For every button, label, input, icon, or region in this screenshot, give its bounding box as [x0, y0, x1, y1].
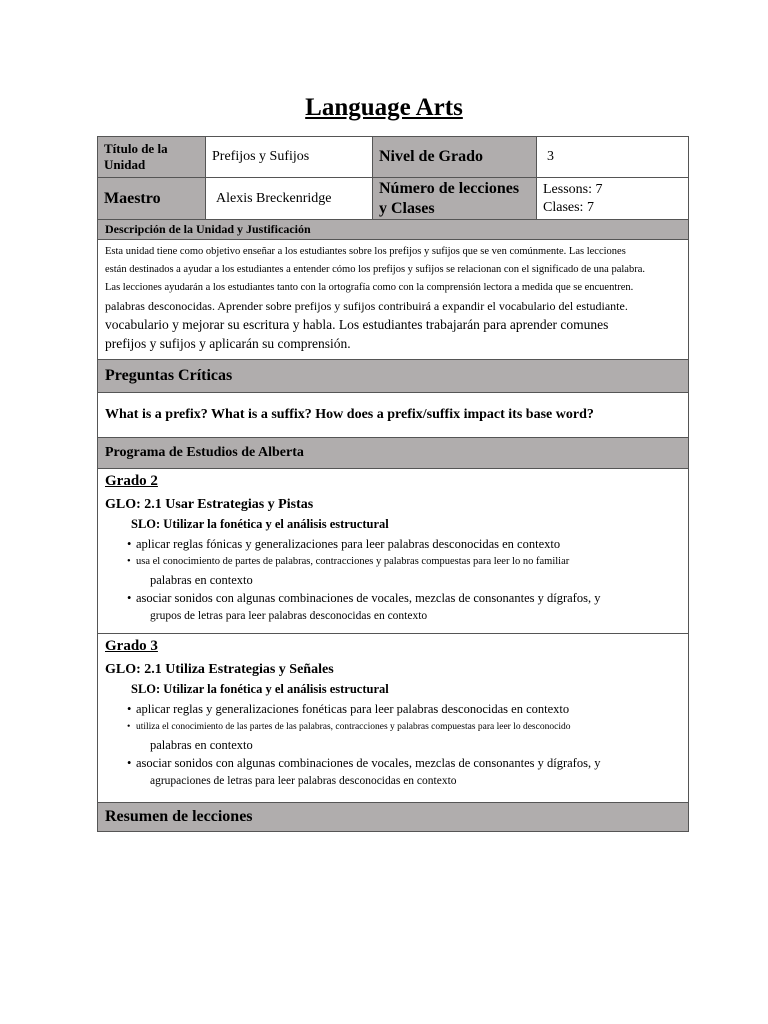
classes-count: Clases: 7 [543, 200, 594, 215]
list-item [127, 535, 681, 553]
description-line: prefijos y sufijos y aplicarán su comprensión. [105, 336, 351, 351]
unit-title-value: Prefijos y Sufijos [206, 137, 373, 178]
description-line: vocabulario y mejorar su escritura y habla. Los estudiantes trabajarán para aprender comunes [105, 317, 609, 332]
grade-3-slo: SLO: Utilizar la fonética y el análisis estructural [131, 682, 389, 696]
lessons-label-line2: y Clases [379, 200, 435, 217]
grade-2-slo: SLO: Utilizar la fonética y el análisis estructural [131, 517, 389, 531]
unit-title-label: Título de la Unidad [98, 137, 206, 178]
grade-2-glo: GLO: 2.1 Usar Estrategias y Pistas [105, 497, 314, 512]
page-title: Language Arts [305, 94, 463, 121]
program-heading: Programa de Estudios de Alberta [98, 438, 688, 469]
description-line: Esta unidad tiene como objetivo enseñar a los estudiantes sobre los prefijos y sufijos que se ven comúnmente. Las lecciones [105, 246, 626, 257]
outcome-text: usa el conocimiento de partes de palabras, contracciones y palabras compuestas para leer lo no familiar [136, 556, 570, 567]
header-grid [98, 137, 688, 220]
outcome-text-cont: grupos de letras para leer palabras desconocidas en contexto [150, 610, 428, 622]
description-body [98, 240, 688, 360]
grade-value: 3 [537, 137, 688, 178]
lessons-label-line1: Número de lecciones [379, 180, 520, 197]
grade-3-section [98, 634, 688, 803]
lessons-label [373, 178, 537, 220]
grade-2-section [98, 469, 688, 634]
list-item [127, 718, 681, 754]
teacher-value: Alexis Breckenridge [206, 178, 373, 220]
outcome-text: asociar sonidos con algunas combinaciones de vocales, mezclas de consonantes y dígrafos, y [136, 756, 601, 770]
grade-3-title: Grado 3 [105, 638, 158, 654]
grade-3-outcomes [105, 700, 681, 790]
grade-2-outcomes [105, 535, 681, 625]
outcome-text: aplicar reglas y generalizaciones fonéticas para leer palabras desconocidas en contexto [136, 702, 570, 716]
teacher-label: Maestro [98, 178, 206, 220]
description-line: Las lecciones ayudarán a los estudiantes tanto con la ortografía como con la comprensión lectora a medida que se encuentren. [105, 282, 634, 293]
outcome-text-cont: agrupaciones de letras para leer palabras desconocidas en contexto [150, 775, 457, 787]
list-item [127, 754, 681, 790]
outcome-text: utiliza el conocimiento de las partes de las palabras, contracciones y palabras compuestas para leer lo desconocido [136, 722, 571, 732]
critical-questions-heading: Preguntas Críticas [98, 360, 688, 393]
description-line: palabras desconocidas. Aprender sobre prefijos y sufijos contribuirá a expandir el vocabulario del estudiante. [105, 299, 628, 313]
list-item [127, 700, 681, 718]
outcome-text-cont: palabras en contexto [150, 573, 253, 587]
unit-plan-table [97, 136, 689, 832]
outcome-text-cont: palabras en contexto [150, 738, 253, 752]
description-heading: Descripción de la Unidad y Justificación [98, 220, 688, 240]
list-item [127, 553, 681, 589]
critical-question: What is a prefix? What is a suffix? How does a prefix/suffix impact its base word? [98, 393, 688, 438]
description-line: están destinados a ayudar a los estudiantes a entender cómo los prefijos y sufijos se relacionan con el significado de una palabra. [105, 264, 645, 275]
outcome-text: aplicar reglas fónicas y generalizaciones para leer palabras desconocidas en contexto [136, 537, 561, 551]
lessons-count: Lessons: 7 [543, 182, 603, 197]
grade-label: Nivel de Grado [373, 137, 537, 178]
lessons-value [537, 178, 688, 220]
outcome-text: asociar sonidos con algunas combinaciones de vocales, mezclas de consonantes y dígrafos, y [136, 591, 601, 605]
lesson-summary-heading: Resumen de lecciones [98, 803, 688, 831]
list-item [127, 589, 681, 625]
grade-3-glo: GLO: 2.1 Utiliza Estrategias y Señales [105, 662, 334, 677]
grade-2-title: Grado 2 [105, 473, 158, 489]
